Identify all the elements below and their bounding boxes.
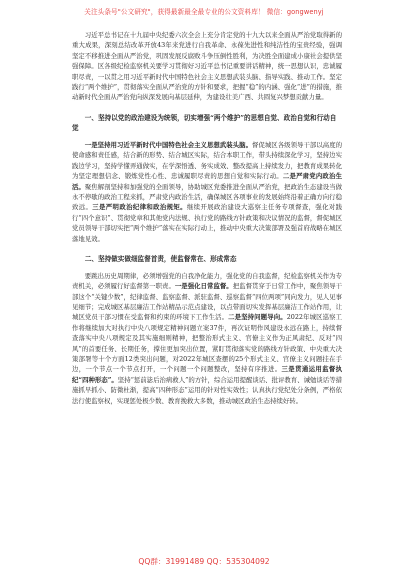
section2-body-d: 坚持“惩前毖后治病救人”的方针，综合运用提醒谈话、批评教育、诫勉谈话等措施抓早抓小、防微杜渐，提高“四种形态”运用的针对性实效性；认真执行党纪处分条例，严格依法行使监察权，实现惩处极少数、教育挽救大多数，推动城区政治生态持续好转。 [72,375,342,405]
document-body [72,30,342,406]
section1-lead-3: 三是严明政治纪律和政治规矩。 [92,203,187,212]
section2-body-b: 把监督贯穿于日常工作中，聚焦领导干部这个“关键少数”，纪律监督、监察监督、派驻监督、巡察监督“四位两项”同向发力，见人见事见细节；完成城区基层廉洁工作站精品示范点建设，以点带面切实发挥基层廉洁工作站作用，让城区党员干部习惯在受监督和约束的环境下工作生活。 [72,282,343,322]
section1-heading: 一、坚持以党的政治建设为统领，切实增强“两个维护”的思想自觉、政治自觉和行动自觉 [72,113,337,133]
section2-body-c: 2022年城区巡察工作将继续加大对执行中央八项规定精神问题立案37件，再次证明作风建设永远在路上，持续督查落实中央八项规定及其实施细则精神，把整治形式主义、官僚主义作为正风肃纪、反对“四风”的首要任务、长期任务，撑住更加突出位置，紧盯贯彻落实党的路线方针政策、中央重大决策部署等十个方面12类突出问题，对2022年城区查摆的25个形式主义、官僚主义问题挂在手边，一个节点一个节点打开，一个问题一个问题整改，坚持有序推进。 [72,313,343,374]
section2-lead-2: 二是坚持问题导向。 [228,313,287,322]
section1-body-1: 督促城区各级领导干部以高度的使命感和责任感，结合新的形势、结合城区实际，结合本职工作，带头持续深化学习，坚持边实践边学习，坚持学懂弄通做实，在学深悟透、务实成效、整改提高上持续发力，把教育成果转化为坚定理想信念、锻炼党性心性、忠诚履职尽责的思想自觉和实际行动。 [72,141,343,181]
section1-lead-2: 二是严肃党内政治生活。 [72,172,343,191]
section1-body-3: 继续开展政治建设大巡察主任务专项督查，强化对践行“四个意识”、贯彻党章和其他党内法规、执行党的路线方针政策和决议情况的监督，督促城区党员领导干部切实把“两个维护”落实在实际行动上，推动中央重大决策部署及强首府战略在城区落地见效。 [72,203,343,243]
promo-banner-top: 关注头条号"公文研究"，获得最新最全最专业的公文资料库！ 微信：gongwenyj [84,8,324,16]
section1-paragraph [72,140,342,244]
section1-body-2: 聚焦解剖坚持和加强党的全面领导，协助城区党委推进全面从严治党，把政治生态建设当做永不停歇的政治工程来抓，严肃党内政治生活，确保城区各项事业的发展始终沿着正确方向行稳致远。 [72,182,342,212]
promo-banner-bottom: QQ群：31991489 QQ：535304092 [138,557,270,566]
section2-lead-1: 一是强化日常监督。 [174,282,233,291]
section2-heading: 二、坚持做实做细监督首责，使监督常在、形成常态 [84,255,237,264]
section2-body-a: 要跳出历史周期律，必须增强党的自我净化能力，强化党的自我监督，纪检监察机关作为专责机关，必须履行好监督第一职责。 [72,271,342,291]
section2-paragraph [72,271,342,406]
section2-lead-3: 三是贯通运用监督执纪“四种形态”。 [72,365,343,384]
intro-paragraph: 习近平总书记在十九届中央纪委六次全会上充分肯定党的十九大以来全面从严治党取得新的重大成果，深刻总结改革开放43年来党进行自我革命、永葆先进性和纯洁性的宝贵经验，强调坚定不移推进全面从严治党，巩固发展反腐败斗争压倒性胜利，为决胜全面建成小康社会提供坚强保障。区各级纪检监察机关要学习贯彻好习近平总书记重要讲话精神，统一思想认识，忠诚履职尽责，一以贯之用习近平新时代中国特色社会主义思想武装头脑、指导实践、推动工作。坚定践行“两个维护”，贯彻落实全面从严治党的方针和要求，把握“稳”的内涵、强化“进”的措施，推动新时代全面从严治党向纵深发展向基层延伸，为建设壮美广西、共圆复兴梦想贡献力量。 [72,31,342,102]
section1-lead-1: 一是坚持用习近平新时代中国特色社会主义思想武装头脑。 [84,141,253,150]
